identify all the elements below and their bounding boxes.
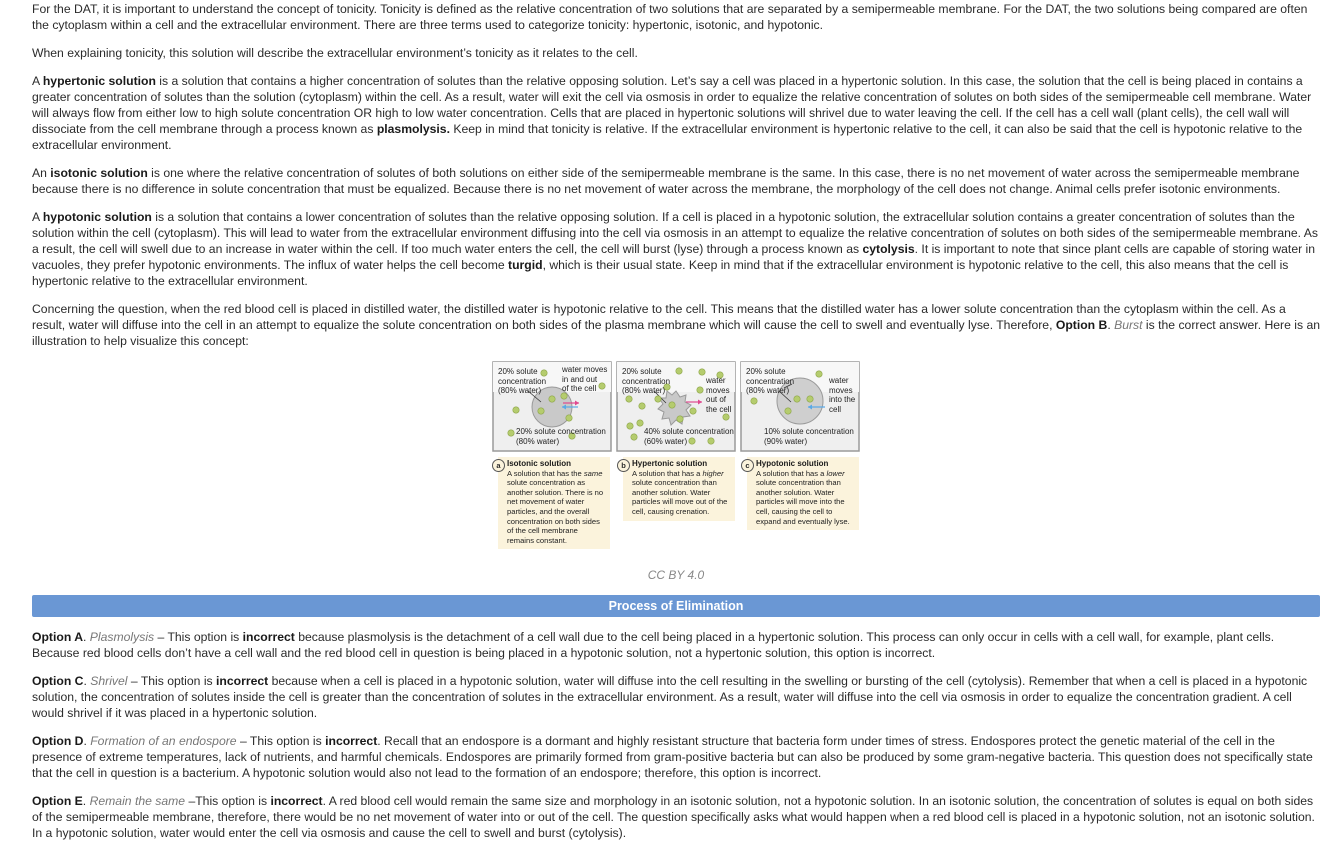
option-label: Option C — [32, 674, 84, 688]
option-label: Option D — [32, 734, 84, 748]
caption-letter-b: b — [617, 459, 630, 472]
caption-letter-c: c — [741, 459, 754, 472]
option-e-explanation: Option E. Remain the same –This option is incorrect. A red blood cell would remain the same size and morphology in an isotonic solution, not a hypotonic solution. In an isotonic solution, the concentration of solutes is equal on both sides of the semipermeable membrane, therefore, there would be no net movement of water into or out of the cell. The question specifically asks what would happen when a red blood cell is placed in a hypotonic solution, not an isotonic solution. In a hypotonic solution, water would enter the cell via osmosis and cause the cell to swell and burst (cytolysis). — [32, 794, 1315, 840]
isotonic-paragraph — [32, 165, 1320, 197]
emphasis: same — [583, 468, 603, 478]
panel-b-water-label: water moves out of the cell — [706, 376, 732, 414]
panel-c-cell-label: 20% solute concentration (80% water) — [746, 367, 795, 395]
term-isotonic: isotonic solution — [50, 166, 148, 180]
option-answer: Formation of an endospore — [90, 734, 237, 748]
panel-c-water-label: water moves into the cell — [829, 376, 856, 414]
option-c-explanation: Option C. Shrivel – This option is incorrect because when a cell is placed in a hypotonic solution, water will diffuse into the cell resulting in the swelling or bursting of the cell (cytolysis). Remember that when a cell is placed in a hypotonic solution, the concentration of solutes inside the cell is greater than the concentration of solutes in the extracellular environment. As a result, water will diffuse into the cell via osmosis in order to equalize the concentration gradient. A cell would shrivel if it was placed in a hypertonic solution. — [32, 674, 1308, 720]
text-span: solute concentration as another solution. There is no net movement of water particles, and the overall concentration on both sides of the cell membrane remains constant. — [507, 478, 604, 545]
option-label: Option A — [32, 630, 83, 644]
term-cytolysis: cytolysis — [862, 242, 915, 256]
image-credit: CC BY 4.0 — [647, 568, 705, 582]
option-answer: Remain the same — [89, 794, 186, 808]
text-span: – This option is — [127, 674, 217, 688]
option-verdict: incorrect — [270, 794, 323, 808]
option-verdict: incorrect — [216, 674, 269, 688]
option-answer: Plasmolysis — [89, 630, 155, 644]
hypotonic-paragraph — [32, 209, 1320, 289]
text-span: Concerning the question, when the red blood cell is placed in distilled water, the distilled water is hypotonic relative to the cell. This means that the distilled water has a lower solute concentration than the cytoplasm within the cell. As a result, water will diffuse into the cell in an attempt to equalize the solute concentration on both sides of the plasma membrane which will cause the cell to swell and eventually lyse. Therefore, — [32, 302, 1286, 332]
term-hypotonic: hypotonic solution — [42, 210, 152, 224]
text-span: solute concentration than another solution. Water particles will move out of the cell, causing crenation. — [632, 478, 728, 516]
panel-b-cell-label: 20% solute concentration (80% water) — [622, 367, 671, 395]
text-span: . It is important to note that since plant cells are capable of storing water in vacuoles, they prefer hypotonic environments. The influx of water helps the cell become — [32, 242, 1316, 272]
tonicity-illustration — [492, 361, 860, 553]
text-span: is the correct answer. Here is an illustration to help visualize this concept: — [32, 318, 1321, 348]
text-span: – This option is — [236, 734, 326, 748]
text-span: –This option is — [185, 794, 271, 808]
text-span: is a solution that contains a higher concentration of solutes than the relative opposing solution. Let’s say a cell was placed in a hypertonic solution. In this case, the solution that the cell is being placed in contains a greater concentration of solutes than the solution (cytoplasm) within the cell. As a result, water will exit the cell via osmosis in order to equalize the relative concentration of solutes on both sides of the semipermeable cell membrane. Water will always flow from either low to high solute concentration OR high to low water concentration. Cells that are placed in hypertonic solutions will shrivel due to water leaving the cell. If the cell has a cell wall (plant cells), the cell wall will dissociate from the cell membrane through a process known as — [32, 74, 1312, 136]
intro-paragraph-2: When explaining tonicity, this solution will describe the extracellular environment’s tonicity as it relates to the cell. — [32, 46, 638, 60]
text-span: A — [32, 74, 43, 88]
option-label: Option E — [32, 794, 83, 808]
option-verdict: incorrect — [325, 734, 378, 748]
explanation-content — [0, 1, 1334, 841]
text-span: . — [1107, 318, 1115, 332]
section-header: Process of Elimination — [32, 595, 1320, 617]
emphasis: higher — [702, 468, 724, 478]
question-paragraph — [32, 301, 1320, 349]
text-span: because plasmolysis is the detachment of a cell wall due to the cell being placed in a hypertonic solution. This process can only occur in cells with a cell wall, for example, plant cells. Because red blood cells don’t have a cell wall and the red blood cell in question is being placed in a hypotonic solution, not a hypertonic solution, this option is incorrect. — [32, 630, 1275, 660]
text-span: – This option is — [154, 630, 243, 644]
option-d-explanation: Option D. Formation of an endospore – This option is incorrect. Recall that an endospore is a dormant and highly resistant structure that bacteria form under times of stress. Endospores protect the genetic material of the cell in the presence of extreme temperatures, lack of nutrients, and harmful chemicals. Endospores are primarily formed from gram-positive bacteria but can also be produced by some gram-negative bacteria. This question does not specifically state that the cell in question is a bacterium. A hypotonic solution would also not lead to the formation of an endospore; therefore, this option is incorrect. — [32, 734, 1313, 780]
term-plasmolysis: plasmolysis. — [376, 122, 450, 136]
option-a-explanation: Option A. Plasmolysis – This option is incorrect because plasmolysis is the detachment of a cell wall due to the cell being placed in a hypertonic solution. This process can only occur in cells with a cell wall, for example, plant cells. Because red blood cells don’t have a cell wall and the red blood cell in question is being placed in a hypotonic solution, not a hypertonic solution, this option is incorrect. — [32, 630, 1275, 660]
text-span: A — [32, 210, 43, 224]
text-span: because when a cell is placed in a hypotonic solution, water will diffuse into the cell resulting in the swelling or bursting of the cell (cytolysis). Remember that when a cell is placed in a hypotonic solution, the concentration of solutes inside the cell is greater than the concentration of solutes in the extracellular environment. As a result, water will diffuse into the cell via osmosis in order to equalize the concentration gradient. A cell would shrivel if it was placed in a hypertonic solution. — [32, 674, 1308, 720]
panel-a-solution-label: 20% solute concentration (80% water) — [516, 427, 606, 446]
panel-a-water-label: water moves in and out of the cell — [562, 365, 608, 393]
caption-hypotonic — [747, 457, 859, 530]
text-span: A solution that has a — [632, 468, 703, 478]
correct-option-label: Option B — [1055, 318, 1108, 332]
option-verdict: incorrect — [242, 630, 295, 644]
caption-title: Isotonic solution — [507, 459, 571, 468]
option-answer: Shrivel — [90, 674, 128, 688]
text-span: is a solution that contains a lower concentration of solutes than the relative opposing solution. If a cell is placed in a hypotonic solution, the extracellular solution contains a greater concentration of solutes than the solution within the cell (cytoplasm). This will lead to water from the extracellular environment diffusing into the cell via osmosis in an attempt to equalize the relative concentration of solutes on both sides of the semipermeable membrane. As a result, the cell will swell due to an increase in water within the cell. If too much water enters the cell, the cell will burst (lyse) through a process known as — [32, 210, 1318, 256]
caption-title: Hypertonic solution — [632, 459, 708, 468]
intro-paragraph: For the DAT, it is important to understand the concept of tonicity. Tonicity is defined as the relative concentration of two solutions that are separated by a semipermeable membrane. For the DAT, the two solutions being compared are often the cytoplasm within a cell and the extracellular environment. There are three terms used to categorize tonicity: hypertonic, isotonic, and hypotonic. — [32, 2, 1308, 32]
panel-c-solution-label: 10% solute concentration (90% water) — [764, 427, 854, 446]
text-span: A solution that has the — [507, 468, 584, 478]
caption-isotonic — [498, 457, 610, 549]
text-span: solute concentration than another solution. Water particles will move into the cell, causing the cell to expand and eventually lyse. — [756, 478, 850, 526]
hypertonic-paragraph — [32, 73, 1320, 153]
panel-b-solution-label: 40% solute concentration (60% water) — [644, 427, 734, 446]
text-span: Keep in mind that tonicity is relative. If the extracellular environment is hypertonic relative to the cell, it can also be said that the cell is hypotonic relative to the extracellular environment. — [32, 122, 1303, 152]
text-span: . A red blood cell would remain the same size and morphology in an isotonic solution, not a hypotonic solution. In an isotonic solution, the concentration of solutes is equal on both sides of the semipermeable membrane, therefore, there would be no net movement of water into or out of the cell. The question specifically asks what would happen when a red blood cell is placed in a hypotonic solution, not an isotonic solution. In a hypotonic solution, water would enter the cell via osmosis and cause the cell to swell and burst (cytolysis). — [32, 794, 1315, 840]
text-span: An — [32, 166, 51, 180]
text-span: , which is their usual state. Keep in mind that if the extracellular environment is hypotonic relative to the cell, this also means that the cell is hypertonic relative to the extracellular environment. — [32, 258, 1289, 288]
panel-a-cell-label: 20% solute concentration (80% water) — [498, 367, 547, 395]
text-span: . Recall that an endospore is a dormant and highly resistant structure that bacteria form under times of stress. Endospores protect the genetic material of the cell in the presence of extreme temperatures, lack of nutrients, and harmful chemicals. Endospores are primarily formed from gram-positive bacteria but can also be produced by some gram-negative bacteria. This question does not specifically state that the cell in question is a bacterium. A hypotonic solution would also not lead to the formation of an endospore; therefore, this option is incorrect. — [32, 734, 1313, 780]
emphasis: lower — [826, 468, 845, 478]
correct-answer: Burst — [1114, 318, 1143, 332]
text-span: A solution that has a — [756, 468, 827, 478]
term-turgid: turgid — [508, 258, 543, 272]
term-hypertonic: hypertonic solution — [42, 74, 156, 88]
caption-title: Hypotonic solution — [756, 459, 829, 468]
text-span: is one where the relative concentration of solutes of both solutions on either side of the semipermeable membrane is the same. In this case, there is no net movement of water across the semipermeable membrane because there is no difference in solute concentration that must be equalized. Because there is no net movement of water across the membrane, the morphology of the cell does not change. Animal cells prefer isotonic environments. — [32, 166, 1300, 196]
caption-letter-a: a — [492, 459, 505, 472]
caption-hypertonic — [623, 457, 735, 521]
